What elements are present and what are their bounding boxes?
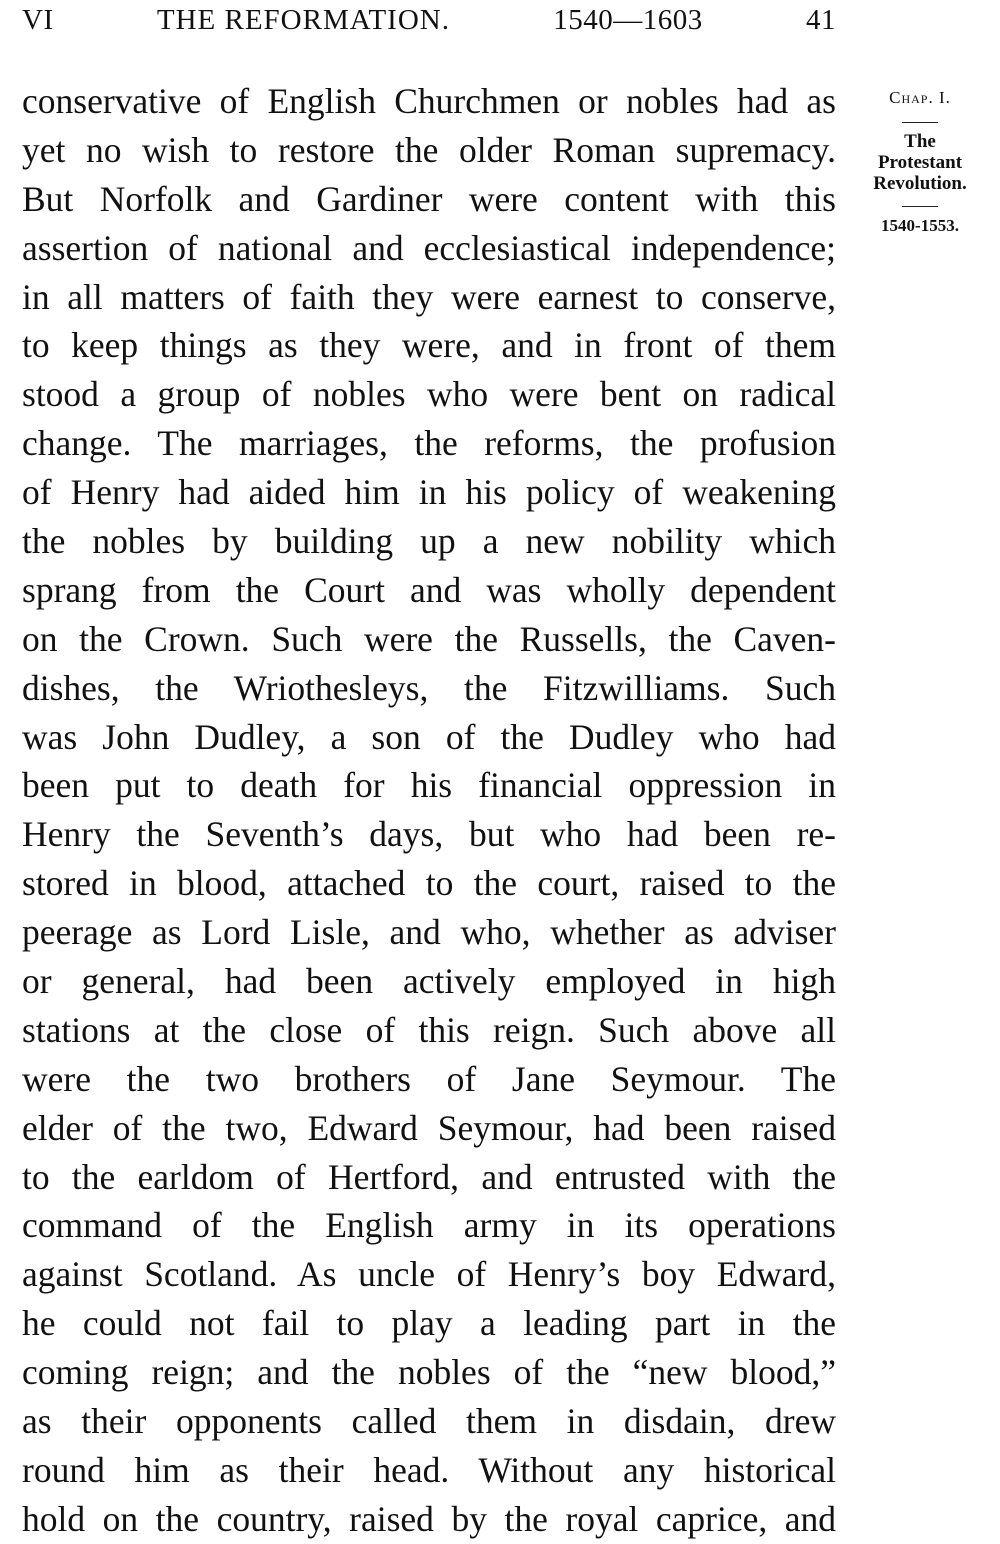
text-line: of Henry had aided him in his policy of weakening [22, 472, 836, 513]
body-text [22, 77, 836, 1544]
running-title: THE REFORMATION. [156, 4, 450, 36]
text-line: to the earldom of Hertford, and entrusted with the [22, 1156, 836, 1197]
text-line: been put to death for his financial oppression in [22, 765, 836, 806]
text-line: command of the English army in its operations [22, 1205, 836, 1246]
text-line: coming reign; and the nobles of the “new blood,” [22, 1352, 836, 1393]
text-line: dishes, the Wriothesleys, the Fitzwilliams. Such [22, 667, 836, 708]
text-line: stations at the close of this reign. Such above all [22, 1009, 836, 1050]
text-line: yet no wish to restore the older Roman supremacy. [22, 129, 836, 170]
text-line: to keep things as they were, and in front of them [22, 325, 836, 366]
text-line: against Scotland. As uncle of Henry’s boy Edward, [22, 1254, 836, 1295]
page-number: 41 [805, 4, 836, 36]
text-line: round him as their head. Without any historical [22, 1449, 836, 1490]
marginal-topic-line: The [904, 131, 936, 152]
text-line: or general, had been actively employed in high [22, 961, 836, 1002]
marginal-rule [902, 206, 938, 207]
text-line: he could not fail to play a leading part in the [22, 1303, 836, 1344]
text-line: on the Crown. Such were the Russells, the Caven- [22, 618, 836, 659]
text-line: stored in blood, attached to the court, raised to the [22, 863, 836, 904]
marginal-topic-line: Revolution. [873, 173, 967, 194]
text-line: hold on the country, raised by the royal caprice, and [22, 1498, 836, 1539]
text-line: But Norfolk and Gardiner were content with this [22, 178, 836, 219]
text-line: in all matters of faith they were earnest to conserve, [22, 276, 836, 317]
text-line: as their opponents called them in disdain, drew [22, 1401, 836, 1442]
text-line: elder of the two, Edward Seymour, had been raised [22, 1107, 836, 1148]
marginal-rule [902, 122, 938, 123]
marginal-years: 1540-1553. [881, 216, 959, 235]
marginal-chapter: Chap. I. [889, 88, 951, 107]
text-line: Henry the Seventh’s days, but who had been re- [22, 814, 836, 855]
text-line: change. The marriages, the reforms, the profusion [22, 423, 836, 464]
running-head [22, 4, 836, 44]
marginal-topic-line: Protestant [877, 152, 963, 173]
text-line: was John Dudley, a son of the Dudley who had [22, 716, 836, 757]
text-line: the nobles by building up a new nobility which [22, 521, 836, 562]
text-line: assertion of national and ecclesiastical independence; [22, 227, 836, 268]
running-years: 1540—1603 [553, 4, 703, 36]
marginal-note [846, 86, 994, 237]
text-line: were the two brothers of Jane Seymour. The [22, 1058, 836, 1099]
text-line: peerage as Lord Lisle, and who, whether as adviser [22, 912, 836, 953]
text-line: sprang from the Court and was wholly dependent [22, 569, 836, 610]
text-line: conservative of English Churchmen or nobles had as [22, 81, 836, 121]
text-line: stood a group of nobles who were bent on radical [22, 374, 836, 415]
chapter-roman-numeral: VI [22, 4, 54, 36]
